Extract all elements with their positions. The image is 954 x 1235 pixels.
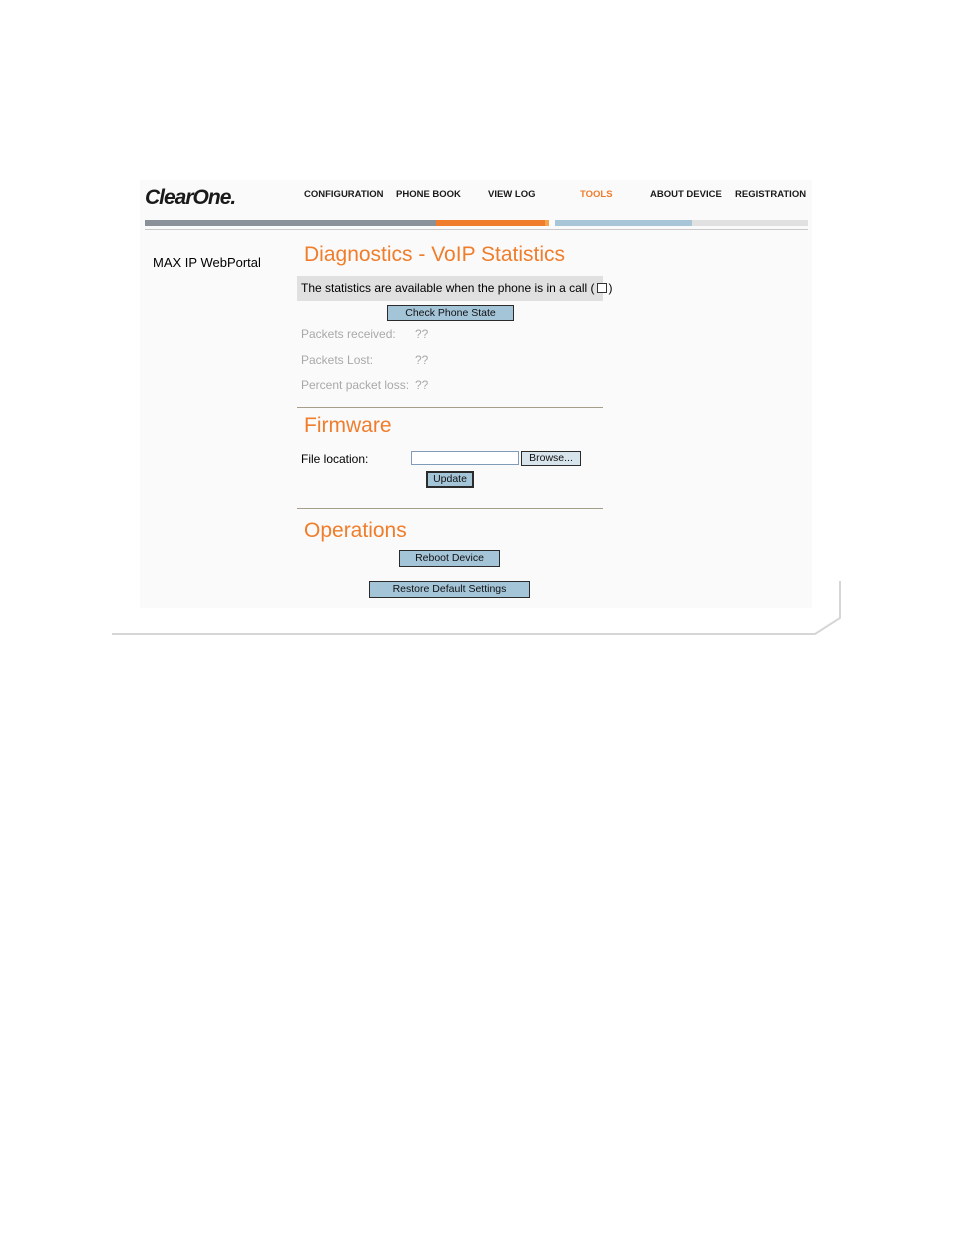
operations-title: Operations	[304, 519, 407, 542]
nav-view-log[interactable]: VIEW LOG	[488, 189, 536, 200]
packets-lost-label: Packets Lost:	[301, 353, 374, 367]
frame-right-edge	[839, 581, 841, 616]
nav-bar-accent-tip	[545, 220, 549, 226]
restore-default-settings-button[interactable]: Restore Default Settings	[369, 581, 530, 598]
section-divider	[297, 407, 603, 408]
browse-button[interactable]: Browse...	[521, 451, 581, 466]
nav-configuration[interactable]: CONFIGURATION	[304, 189, 384, 200]
check-phone-state-button[interactable]: Check Phone State	[387, 305, 514, 321]
packets-received-value: ??	[415, 327, 429, 341]
call-notice	[297, 276, 613, 301]
in-call-checkbox-icon	[597, 283, 607, 293]
section-divider	[297, 508, 603, 509]
firmware-title: Firmware	[304, 414, 392, 437]
percent-packet-loss-label: Percent packet loss:	[301, 378, 410, 392]
packets-received-label: Packets received:	[301, 327, 396, 341]
file-location-label: File location:	[301, 452, 369, 466]
nav-bar-gray	[145, 220, 436, 226]
diagnostics-title: Diagnostics - VoIP Statistics	[304, 243, 566, 266]
notice-text-suffix: )	[608, 281, 613, 295]
frame-bottom-edge	[112, 633, 814, 635]
update-button[interactable]: Update	[426, 471, 474, 488]
reboot-device-button[interactable]: Reboot Device	[399, 550, 500, 567]
nav-about-device[interactable]: ABOUT DEVICE	[650, 189, 722, 200]
header-rule	[145, 229, 808, 230]
percent-packet-loss-value: ??	[415, 378, 429, 392]
nav-registration[interactable]: REGISTRATION	[735, 189, 807, 200]
notice-text-prefix: The statistics are available when the phone is in a call (	[301, 281, 595, 295]
nav-bar-active	[436, 220, 545, 226]
nav-bar-light	[692, 220, 808, 226]
clearone-logo: ClearOne.	[145, 186, 236, 209]
site-name: MAX IP WebPortal	[153, 255, 261, 270]
nav-bar-blue	[555, 220, 692, 226]
nav-phone-book[interactable]: PHONE BOOK	[396, 189, 461, 200]
nav-tools[interactable]: TOOLS	[580, 189, 613, 200]
file-location-input[interactable]	[411, 451, 519, 465]
packets-lost-value: ??	[415, 353, 429, 367]
frame-corner	[812, 614, 842, 636]
